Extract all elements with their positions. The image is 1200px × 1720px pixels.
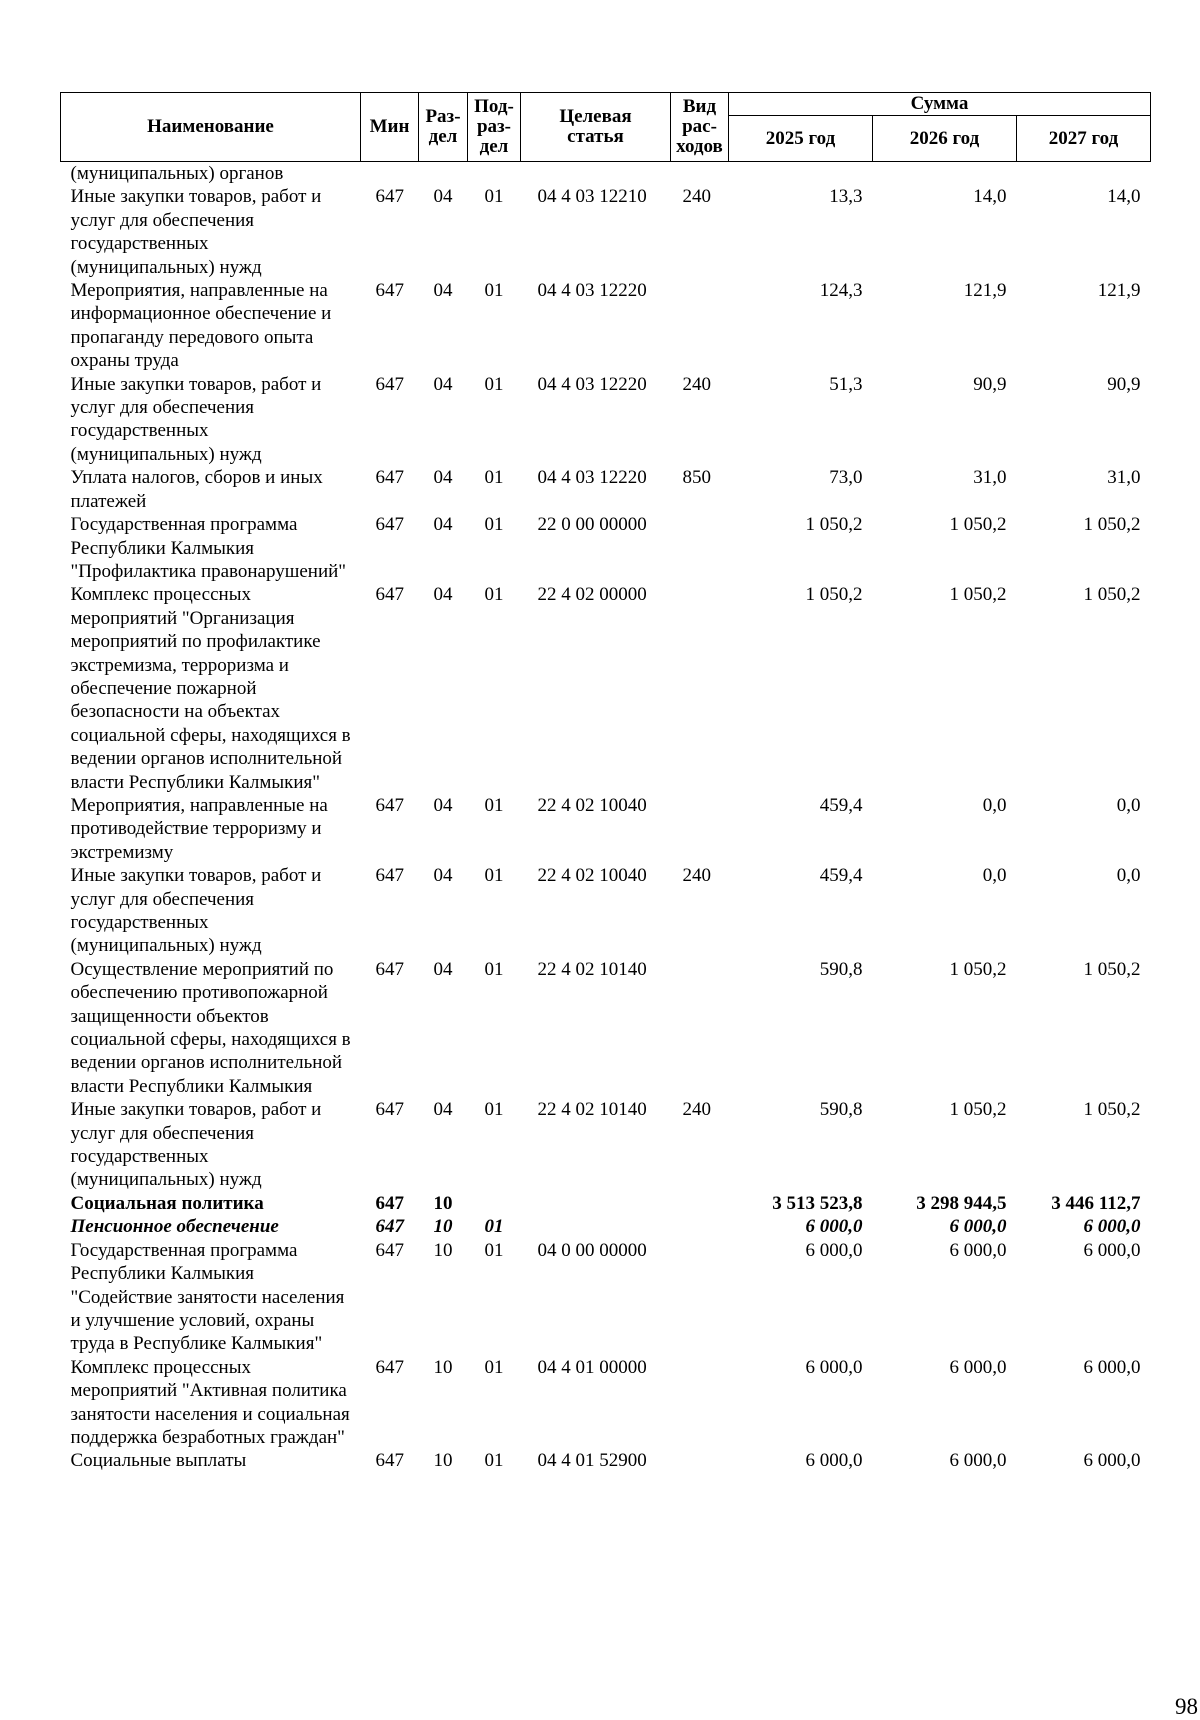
cell-razdel: 04 — [433, 280, 453, 302]
cell-sum-2026: 6 000,0 — [949, 1450, 1007, 1472]
cell-expense-type — [671, 162, 729, 186]
cell-target-article: 22 4 02 00000 — [537, 584, 647, 606]
cell-min: 647 — [375, 1099, 404, 1121]
header-year-2027: 2027 год — [1017, 116, 1151, 162]
cell-razdel: 04 — [433, 794, 453, 816]
cell-sum-2026 — [873, 162, 1017, 186]
cell-min: 647 — [375, 186, 404, 208]
header-year-2026: 2026 год — [873, 116, 1017, 162]
cell-sum-2025: 6 000,0 — [805, 1216, 863, 1238]
table-row — [61, 1449, 1151, 1472]
cell-target-article: 04 4 03 12220 — [537, 280, 647, 302]
cell-podrazdel: 01 — [484, 1239, 504, 1261]
cell-sum-2026: 1 050,2 — [949, 1099, 1007, 1121]
cell-sum-2025: 6 000,0 — [805, 1239, 863, 1261]
cell-expense-type: 240 — [682, 186, 711, 208]
cell-razdel: 04 — [433, 186, 453, 208]
cell-expense-type: 240 — [682, 373, 711, 395]
table-row — [61, 466, 1151, 513]
cell-sum-2025: 459,4 — [819, 865, 863, 887]
table-header — [61, 93, 1151, 162]
cell-sum-2027: 6 000,0 — [1083, 1356, 1141, 1378]
cell-min: 647 — [375, 467, 404, 489]
cell-min: 647 — [375, 280, 404, 302]
cell-expense-type — [671, 279, 729, 373]
cell-sum-2027 — [1017, 162, 1151, 186]
cell-target-article: 04 0 00 00000 — [537, 1239, 647, 1261]
cell-target-article: 04 4 03 12220 — [537, 373, 647, 395]
cell-name: Комплекс процессных мероприятий "Активная политика занятости населения и социальная поддержка безработных граждан" — [70, 1356, 350, 1448]
cell-razdel: 10 — [433, 1450, 453, 1472]
cell-expense-type — [671, 794, 729, 864]
cell-podrazdel: 01 — [484, 1216, 504, 1238]
cell-sum-2026: 0,0 — [982, 794, 1007, 816]
cell-name: Государственная программа Республики Калмыкия "Профилактика правонарушений" — [70, 514, 347, 582]
cell-target-article: 22 4 02 10140 — [537, 1099, 647, 1121]
table-body — [61, 162, 1151, 1473]
cell-sum-2027: 6 000,0 — [1083, 1239, 1141, 1261]
cell-razdel: 04 — [433, 584, 453, 606]
cell-name: Мероприятия, направленные на информационное обеспечение и пропаганду передового опыта охраны труда — [70, 280, 332, 372]
cell-sum-2027: 121,9 — [1097, 280, 1141, 302]
cell-name: (муниципальных) органов — [70, 163, 284, 184]
cell-name: Уплата налогов, сборов и иных платежей — [70, 467, 323, 512]
cell-podrazdel: 01 — [484, 1450, 504, 1472]
cell-name: Иные закупки товаров, работ и услуг для обеспечения государственных (муниципальных) нужд — [70, 186, 322, 278]
cell-podrazdel: 01 — [484, 514, 504, 536]
cell-razdel: 04 — [433, 958, 453, 980]
cell-sum-2026: 31,0 — [973, 467, 1007, 489]
cell-target-article: 04 4 01 00000 — [537, 1356, 647, 1378]
cell-min: 647 — [375, 1192, 404, 1214]
cell-min: 647 — [375, 584, 404, 606]
cell-sum-2025: 124,3 — [819, 280, 863, 302]
cell-min — [361, 162, 419, 186]
cell-min: 647 — [375, 514, 404, 536]
cell-razdel: 04 — [433, 514, 453, 536]
header-razdel: Раз- дел — [419, 93, 468, 162]
header-target-article: Целевая статья — [521, 93, 671, 162]
cell-podrazdel: 01 — [484, 467, 504, 489]
cell-sum-2025: 459,4 — [819, 794, 863, 816]
cell-sum-2026: 0,0 — [982, 865, 1007, 887]
header-expense-type: Вид рас- ходов — [671, 93, 729, 162]
table-row — [61, 864, 1151, 958]
cell-expense-type — [671, 1215, 729, 1238]
cell-sum-2026: 1 050,2 — [949, 958, 1007, 980]
cell-razdel: 10 — [433, 1239, 453, 1261]
table-row — [61, 162, 1151, 186]
cell-expense-type: 850 — [682, 467, 711, 489]
header-year-2025: 2025 год — [729, 116, 873, 162]
cell-sum-2026: 6 000,0 — [949, 1216, 1007, 1238]
cell-sum-2026: 1 050,2 — [949, 514, 1007, 536]
cell-target-article: 22 4 02 10140 — [537, 958, 647, 980]
cell-razdel: 04 — [433, 865, 453, 887]
cell-sum-2027: 31,0 — [1107, 467, 1141, 489]
cell-name: Пенсионное обеспечение — [70, 1216, 279, 1238]
cell-sum-2026: 6 000,0 — [949, 1239, 1007, 1261]
header-sum: Сумма — [729, 93, 1151, 116]
cell-sum-2027: 3 446 112,7 — [1051, 1192, 1141, 1214]
cell-expense-type: 240 — [682, 1099, 711, 1121]
header-name: Наименование — [61, 93, 361, 162]
cell-target-article: 22 4 02 10040 — [537, 794, 647, 816]
cell-name: Социальная политика — [70, 1192, 264, 1214]
cell-podrazdel — [468, 1192, 521, 1215]
cell-podrazdel: 01 — [484, 1099, 504, 1121]
cell-target-article: 22 4 02 10040 — [537, 865, 647, 887]
cell-min: 647 — [375, 1239, 404, 1261]
cell-name: Осуществление мероприятий по обеспечению противопожарной защищенности объектов социальной сферы, находящихся в ведении органов исполнительной власти Республики Калмыкия — [70, 958, 351, 1097]
cell-target-article — [521, 1192, 671, 1215]
cell-sum-2025: 6 000,0 — [805, 1450, 863, 1472]
cell-razdel: 04 — [433, 467, 453, 489]
cell-sum-2025: 13,3 — [829, 186, 863, 208]
cell-sum-2026: 1 050,2 — [949, 584, 1007, 606]
table-row — [61, 373, 1151, 467]
cell-name: Иные закупки товаров, работ и услуг для обеспечения государственных (муниципальных) нужд — [70, 1099, 322, 1191]
cell-target-article: 04 4 01 52900 — [537, 1450, 647, 1472]
cell-podrazdel: 01 — [484, 794, 504, 816]
cell-razdel: 10 — [433, 1192, 453, 1214]
cell-sum-2027: 0,0 — [1116, 865, 1141, 887]
cell-razdel: 04 — [433, 1099, 453, 1121]
cell-podrazdel: 01 — [484, 958, 504, 980]
cell-name: Мероприятия, направленные на противодействие терроризму и экстремизму — [70, 794, 328, 863]
cell-podrazdel — [468, 162, 521, 186]
cell-expense-type — [671, 1449, 729, 1472]
table-row — [61, 279, 1151, 373]
cell-sum-2025: 1 050,2 — [805, 514, 863, 536]
cell-min: 647 — [375, 958, 404, 980]
cell-expense-type — [671, 1239, 729, 1356]
table-row — [61, 1192, 1151, 1215]
cell-expense-type — [671, 958, 729, 1098]
cell-sum-2025: 51,3 — [829, 373, 863, 395]
table-row — [61, 1215, 1151, 1238]
cell-sum-2025: 1 050,2 — [805, 584, 863, 606]
cell-podrazdel: 01 — [484, 280, 504, 302]
cell-target-article — [521, 1215, 671, 1238]
page-number: 98 — [1175, 1694, 1198, 1719]
cell-sum-2027: 1 050,2 — [1083, 1099, 1141, 1121]
table-row — [61, 1098, 1151, 1192]
table-row — [61, 794, 1151, 864]
cell-podrazdel: 01 — [484, 865, 504, 887]
cell-sum-2026: 121,9 — [963, 280, 1007, 302]
cell-razdel: 10 — [433, 1356, 453, 1378]
header-min: Мин — [361, 93, 419, 162]
table-row — [61, 958, 1151, 1098]
cell-target-article: 04 4 03 12220 — [537, 467, 647, 489]
cell-razdel: 10 — [433, 1216, 453, 1238]
table-row — [61, 583, 1151, 794]
cell-sum-2025: 6 000,0 — [805, 1356, 863, 1378]
cell-podrazdel: 01 — [484, 584, 504, 606]
cell-podrazdel: 01 — [484, 1356, 504, 1378]
cell-min: 647 — [375, 1450, 404, 1472]
cell-sum-2026: 6 000,0 — [949, 1356, 1007, 1378]
cell-target-article: 04 4 03 12210 — [537, 186, 647, 208]
cell-sum-2027: 1 050,2 — [1083, 584, 1141, 606]
cell-sum-2025: 73,0 — [829, 467, 863, 489]
budget-table — [60, 92, 1151, 1473]
cell-sum-2025: 590,8 — [819, 1099, 863, 1121]
cell-min: 647 — [375, 794, 404, 816]
cell-expense-type: 240 — [682, 865, 711, 887]
cell-sum-2027: 1 050,2 — [1083, 958, 1141, 980]
cell-sum-2025: 590,8 — [819, 958, 863, 980]
document-page — [60, 92, 1198, 1719]
cell-expense-type — [671, 513, 729, 583]
cell-podrazdel: 01 — [484, 186, 504, 208]
cell-min: 647 — [375, 373, 404, 395]
cell-sum-2027: 1 050,2 — [1083, 514, 1141, 536]
cell-razdel: 04 — [433, 373, 453, 395]
cell-sum-2027: 6 000,0 — [1083, 1450, 1141, 1472]
cell-expense-type — [671, 1192, 729, 1215]
cell-sum-2026: 90,9 — [973, 373, 1007, 395]
table-row — [61, 513, 1151, 583]
cell-min: 647 — [375, 865, 404, 887]
cell-name: Иные закупки товаров, работ и услуг для обеспечения государственных (муниципальных) нужд — [70, 373, 322, 465]
cell-podrazdel: 01 — [484, 373, 504, 395]
cell-sum-2027: 0,0 — [1116, 794, 1141, 816]
cell-expense-type — [671, 1356, 729, 1450]
cell-sum-2025: 3 513 523,8 — [772, 1192, 863, 1214]
cell-target-article: 22 0 00 00000 — [537, 514, 647, 536]
cell-name: Государственная программа Республики Калмыкия "Содействие занятости населения и улучшение условий, охраны труда в Республике Калмыкия" — [70, 1239, 345, 1355]
cell-razdel — [419, 162, 468, 186]
table-row — [61, 1239, 1151, 1356]
cell-sum-2026: 14,0 — [973, 186, 1007, 208]
cell-sum-2027: 90,9 — [1107, 373, 1141, 395]
cell-min: 647 — [375, 1356, 404, 1378]
table-row — [61, 1356, 1151, 1450]
cell-name: Социальные выплаты — [70, 1450, 247, 1472]
header-podrazdel: Под- раз- дел — [468, 93, 521, 162]
cell-name: Комплекс процессных мероприятий "Организация мероприятий по профилактике экстремизма, терроризма и обеспечение пожарной безопасности на объектах социальной сферы, находящихся в ведении органов исполнительной власти Республики Калмыкия" — [70, 584, 351, 793]
cell-sum-2027: 6 000,0 — [1083, 1216, 1141, 1238]
cell-sum-2025 — [729, 162, 873, 186]
cell-sum-2027: 14,0 — [1107, 186, 1141, 208]
cell-sum-2026: 3 298 944,5 — [916, 1192, 1007, 1214]
table-row — [61, 185, 1151, 279]
cell-name: Иные закупки товаров, работ и услуг для обеспечения государственных (муниципальных) нужд — [70, 865, 322, 957]
cell-target-article — [521, 162, 671, 186]
cell-expense-type — [671, 583, 729, 794]
cell-min: 647 — [375, 1216, 404, 1238]
